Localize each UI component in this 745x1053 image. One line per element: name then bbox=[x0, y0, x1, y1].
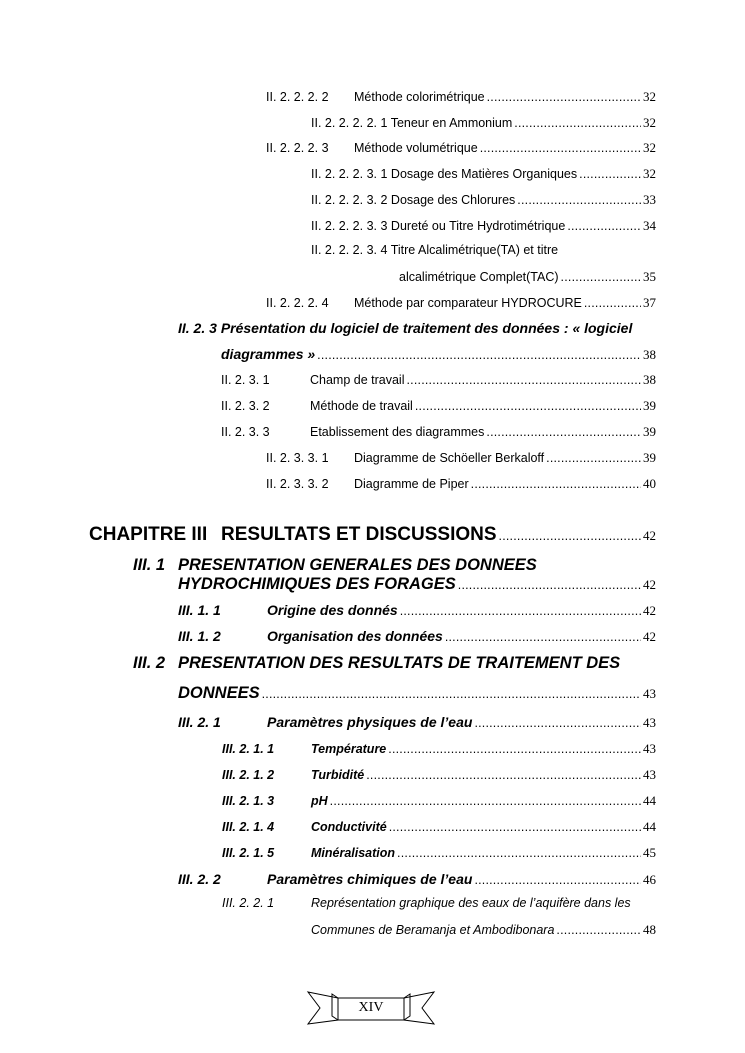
toc-entry[interactable] bbox=[222, 767, 656, 783]
toc-leader bbox=[330, 794, 641, 808]
toc-entry[interactable] bbox=[222, 793, 656, 809]
toc-entry-page: 39 bbox=[643, 424, 656, 439]
toc-section-title[interactable]: PRESENTATION GENERALES DES DONNEES bbox=[178, 556, 537, 574]
toc-entry-page: 39 bbox=[643, 450, 656, 465]
toc-entry[interactable] bbox=[221, 346, 656, 363]
toc-leader bbox=[546, 451, 641, 465]
toc-entry-title: II. 2. 2. 2. 3. 1 Dosage des Matières Organiques bbox=[311, 167, 578, 181]
toc-entry-page: 37 bbox=[643, 295, 656, 310]
toc-entry-page: 43 bbox=[643, 715, 656, 730]
toc-entry-title: Paramètres physiques de l’eau bbox=[267, 714, 473, 730]
toc-entry-page: 44 bbox=[643, 819, 656, 834]
toc-entry-page: 32 bbox=[643, 140, 656, 155]
toc-section[interactable] bbox=[178, 575, 656, 594]
toc-leader bbox=[366, 768, 641, 782]
toc-entry[interactable] bbox=[266, 295, 656, 311]
toc-entry-title: II. 2. 2. 2. 2. 1 Teneur en Ammonium bbox=[311, 116, 513, 130]
toc-entry-page: 44 bbox=[643, 793, 656, 808]
toc-entry-number: II. 2. 3. 1 bbox=[221, 373, 270, 387]
toc-section[interactable] bbox=[178, 684, 656, 703]
toc-entry-title: II. 2. 2. 2. 3. 3 Dureté ou Titre Hydrotimétrique bbox=[311, 219, 566, 233]
toc-leader bbox=[561, 270, 641, 284]
toc-entry-page: 32 bbox=[643, 115, 656, 130]
toc-entry[interactable] bbox=[266, 450, 656, 466]
toc-entry[interactable] bbox=[178, 714, 656, 731]
toc-chapter[interactable] bbox=[89, 524, 656, 546]
toc-section-number: III. 2 bbox=[133, 654, 166, 672]
toc-entry[interactable] bbox=[221, 424, 656, 440]
toc-entry-page: 42 bbox=[643, 629, 656, 644]
toc-entry-page: 32 bbox=[643, 89, 656, 104]
toc-entry-page: 45 bbox=[643, 845, 656, 860]
toc-entry[interactable] bbox=[222, 741, 656, 757]
toc-leader bbox=[584, 296, 641, 310]
toc-section-title[interactable]: PRESENTATION DES RESULTATS DE TRAITEMENT DES bbox=[178, 654, 621, 672]
toc-leader bbox=[262, 687, 641, 701]
toc-entry-title: Méthode colorimétrique bbox=[354, 90, 485, 104]
toc-leader bbox=[471, 477, 641, 491]
toc-entry-number: III. 2. 1. 3 bbox=[222, 794, 275, 808]
toc-leader bbox=[514, 116, 641, 130]
toc-leader bbox=[474, 873, 641, 887]
toc-entry[interactable] bbox=[266, 476, 656, 492]
toc-entry-page: 38 bbox=[643, 347, 656, 362]
toc-leader bbox=[474, 716, 641, 730]
page-number: XIV bbox=[358, 1000, 384, 1015]
toc-entry-title[interactable]: II. 2. 2. 2. 3. 4 Titre Alcalimétrique(TA) et titre bbox=[311, 243, 559, 257]
toc-entry-number: III. 2. 1. 2 bbox=[222, 768, 275, 782]
toc-entry-title: Paramètres chimiques de l’eau bbox=[267, 871, 473, 887]
toc-entry-title: Etablissement des diagrammes bbox=[310, 425, 485, 439]
toc-entry-title: Méthode volumétrique bbox=[354, 141, 478, 155]
toc-entry-page: 43 bbox=[643, 741, 656, 756]
toc-leader bbox=[388, 742, 641, 756]
toc-entry-title: Turbidité bbox=[311, 768, 365, 782]
toc-entry-page: 34 bbox=[643, 218, 656, 233]
toc-entry-title: Conductivité bbox=[311, 820, 387, 834]
toc-leader bbox=[317, 348, 641, 362]
toc-entry[interactable] bbox=[311, 166, 656, 182]
toc-leader bbox=[389, 820, 641, 834]
toc-leader bbox=[567, 219, 641, 233]
toc-entry-page: 39 bbox=[643, 398, 656, 413]
toc-entry-number: II. 2. 2. 2. 2 bbox=[266, 90, 329, 104]
toc-entry[interactable] bbox=[221, 372, 656, 388]
toc-entry-number: III. 2. 2. 1 bbox=[222, 896, 275, 910]
toc-entry-number: II. 2. 3. 3. 2 bbox=[266, 477, 329, 491]
toc-entry-page: 42 bbox=[643, 603, 656, 618]
toc-entry-page: 40 bbox=[643, 476, 656, 491]
toc-entry[interactable] bbox=[399, 269, 656, 285]
toc-chapter-number: CHAPITRE III bbox=[89, 524, 208, 545]
toc-entry-page: 48 bbox=[643, 922, 656, 937]
toc-entry-title: Organisation des données bbox=[267, 628, 443, 644]
toc-entry[interactable] bbox=[266, 89, 656, 105]
toc-entry-page: 43 bbox=[643, 767, 656, 782]
toc-entry-page: 38 bbox=[643, 372, 656, 387]
toc-leader bbox=[487, 90, 641, 104]
toc-entry[interactable] bbox=[311, 115, 656, 131]
toc-entry-page: 32 bbox=[643, 166, 656, 181]
toc-leader bbox=[445, 630, 641, 644]
toc-leader bbox=[397, 846, 641, 860]
toc-entry[interactable] bbox=[178, 871, 656, 888]
toc-leader bbox=[480, 141, 641, 155]
toc-entry[interactable] bbox=[311, 218, 656, 234]
toc-entry-title: Diagramme de Schöeller Berkaloff bbox=[354, 451, 545, 465]
toc-entry-number: II. 2. 3. 3 bbox=[221, 425, 270, 439]
toc-entry-number: III. 2. 1. 1 bbox=[222, 742, 275, 756]
toc-entry-number: II. 2. 3. 2 bbox=[221, 399, 270, 413]
toc-entry-title: Méthode par comparateur HYDROCURE bbox=[354, 296, 582, 310]
toc-entry-page: 33 bbox=[643, 192, 656, 207]
toc-section-title-continued: HYDROCHIMIQUES DES FORAGES bbox=[178, 575, 456, 593]
toc-entry[interactable] bbox=[311, 922, 656, 938]
toc-entry-number: II. 2. 3. 3. 1 bbox=[266, 451, 329, 465]
toc-entry-title: Champ de travail bbox=[310, 373, 405, 387]
toc-entry[interactable] bbox=[311, 192, 656, 208]
toc-section-page: 42 bbox=[643, 577, 656, 592]
toc-chapter-title: RESULTATS ET DISCUSSIONS bbox=[221, 524, 497, 545]
toc-entry-number: II. 2. 2. 2. 4 bbox=[266, 296, 329, 310]
toc-entry-title: Origine des donnés bbox=[267, 602, 398, 618]
toc-entry-title: Méthode de travail bbox=[310, 399, 413, 413]
toc-chapter-page: 42 bbox=[643, 528, 656, 543]
toc-entry-number: III. 2. 1. 4 bbox=[222, 820, 275, 834]
toc-entry-page: 46 bbox=[643, 872, 656, 887]
page-number-ornament bbox=[306, 990, 436, 1026]
toc-entry-number: II. 2. 2. 2. 3 bbox=[266, 141, 329, 155]
toc-entry-number: III. 2. 2 bbox=[178, 871, 221, 887]
toc-entry-number: III. 2. 1 bbox=[178, 714, 221, 730]
toc-leader bbox=[407, 373, 642, 387]
toc-leader bbox=[579, 167, 641, 181]
toc-leader bbox=[400, 604, 641, 618]
toc-entry-title: Diagramme de Piper bbox=[354, 477, 469, 491]
toc-entry[interactable] bbox=[222, 845, 656, 861]
toc-leader bbox=[486, 425, 641, 439]
toc-entry-page: 35 bbox=[643, 269, 656, 284]
toc-entry-title[interactable]: II. 2. 3 Présentation du logiciel de traitement des données : « logiciel bbox=[178, 320, 633, 336]
toc-entry-number: III. 1. 1 bbox=[178, 602, 221, 618]
toc-entry-title-continued: diagrammes » bbox=[221, 346, 316, 362]
toc-section-page: 43 bbox=[643, 686, 656, 701]
toc-entry-title: Température bbox=[311, 742, 387, 756]
toc-entry[interactable] bbox=[266, 140, 656, 156]
toc-entry-title-continued: alcalimétrique Complet(TAC) bbox=[399, 270, 559, 284]
toc-entry[interactable] bbox=[222, 819, 656, 835]
toc-leader bbox=[499, 529, 641, 543]
toc-entry-number: III. 2. 1. 5 bbox=[222, 846, 275, 860]
toc-leader bbox=[415, 399, 641, 413]
toc-entry-title: Minéralisation bbox=[311, 846, 396, 860]
toc-entry-title-continued: Communes de Beramanja et Ambodibonara bbox=[311, 923, 555, 937]
toc-section-number: III. 1 bbox=[133, 556, 166, 574]
toc-entry-title: pH bbox=[311, 794, 328, 808]
toc-entry[interactable] bbox=[178, 628, 656, 645]
toc-entry[interactable] bbox=[178, 602, 656, 619]
toc-entry-title: II. 2. 2. 2. 3. 2 Dosage des Chlorures bbox=[311, 193, 516, 207]
toc-entry-number: III. 1. 2 bbox=[178, 628, 221, 644]
toc-leader bbox=[556, 923, 641, 937]
toc-leader bbox=[517, 193, 641, 207]
toc-entry[interactable] bbox=[221, 398, 656, 414]
toc-section-title-continued: DONNEES bbox=[178, 684, 260, 702]
toc-leader bbox=[458, 578, 641, 592]
toc-entry-title[interactable]: Représentation graphique des eaux de l’aquifère dans les bbox=[311, 896, 631, 910]
